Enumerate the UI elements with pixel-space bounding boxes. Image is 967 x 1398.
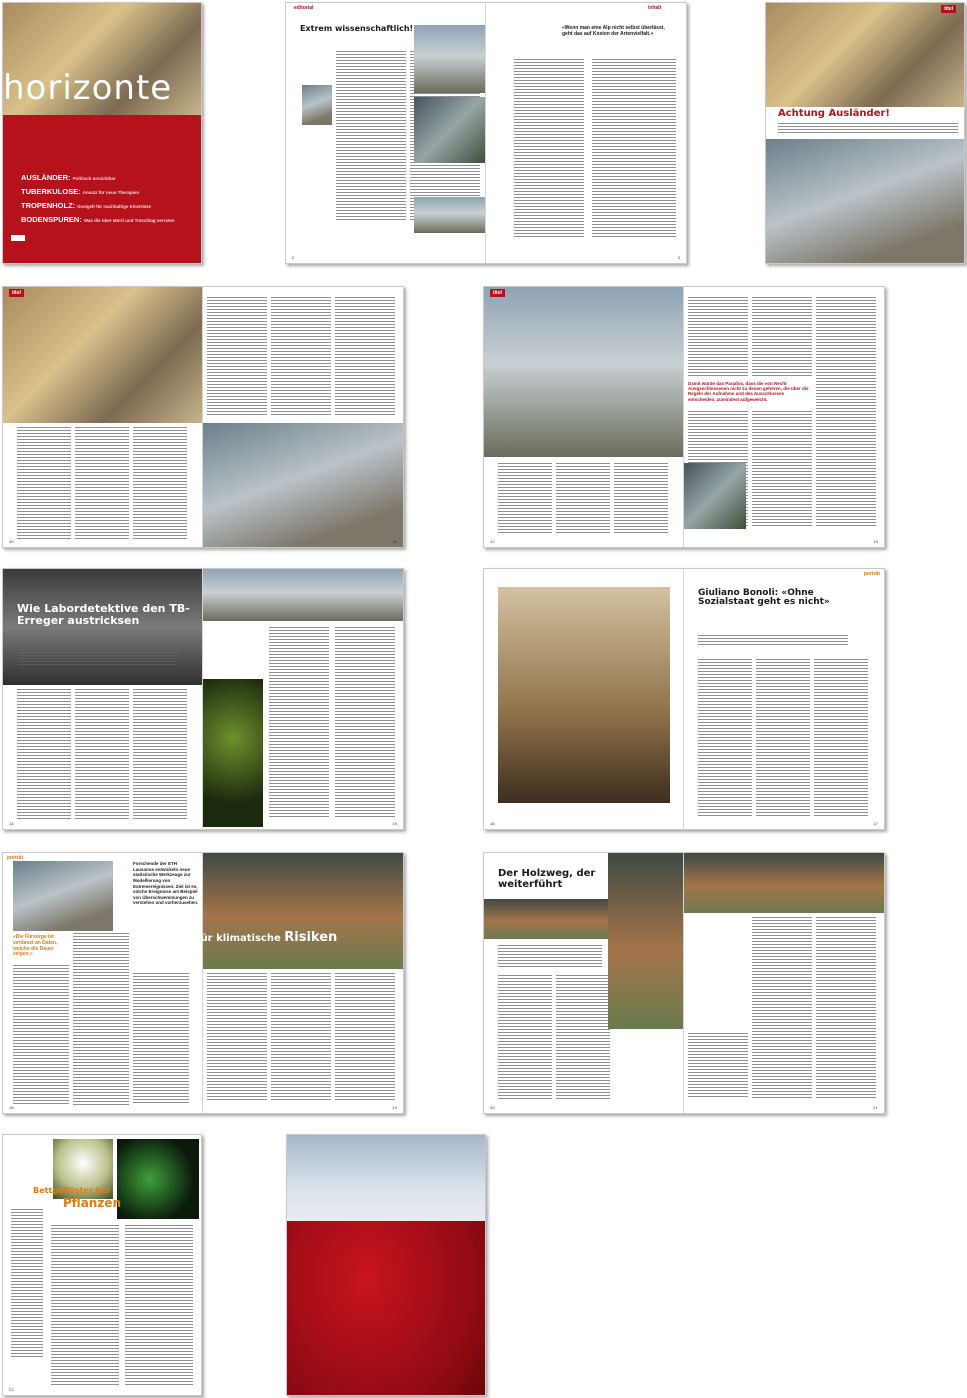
article-column-3: [133, 973, 189, 1105]
page-number: 2: [292, 255, 295, 260]
titel-page-right: [684, 287, 884, 547]
inhalt-quote: «Wenn man eine Alp nicht selbst überlässt, geht das auf Kosten der Artenvielfalt.»: [562, 25, 665, 38]
cover-background: [3, 3, 201, 263]
cover-line-3[interactable]: [21, 201, 151, 210]
cover-line-2[interactable]: [21, 187, 139, 196]
article-column-5: [335, 627, 395, 817]
page-number: 12: [490, 539, 495, 544]
klima-page-right: [203, 853, 403, 1113]
article-column-4: [816, 917, 876, 1099]
page-number: 14: [9, 821, 14, 826]
pull-quote: «Die Fürsorge ist verdanzt an Daten, welche die Dauer zeigen.»: [13, 934, 58, 958]
back-cover-page[interactable]: [286, 1134, 486, 1396]
article-column-4: [688, 297, 748, 377]
article-column-2: [125, 1225, 193, 1385]
titel-page-left: [484, 287, 684, 547]
holz-photo-small: [484, 899, 608, 939]
article-column-6: [816, 297, 876, 527]
holz-photo-flood: [608, 853, 684, 1029]
titel-photo-pool: [484, 287, 684, 457]
editorial-title: Extrem wissenschaftlich!: [300, 24, 414, 33]
article-column-1: [498, 975, 552, 1101]
cover-line-subtitle: Gesigelt für nachhaltige Einsträtze: [77, 204, 152, 209]
page-number: 3: [677, 255, 680, 260]
article-column-2: [75, 427, 129, 539]
back-cover-photo: [287, 1135, 485, 1221]
titel-photo-bottom: [766, 139, 964, 263]
article-column-5: [271, 973, 331, 1101]
page-number: 10: [9, 539, 14, 544]
pull-quote: Damit würde das Paradox, dass die von Recht Ausgeschlossenen nicht zu denen gehören, die über die Regeln der Aufnahme und des Ausschlusses entscheiden, zumindest aufgeweicht.: [688, 381, 809, 402]
inhalt-page: [486, 3, 686, 263]
article-column-8: [752, 411, 812, 527]
cover-line-title: TUBERKULOSE:: [21, 187, 81, 196]
editor-portrait: [302, 85, 332, 125]
editorial-text: [336, 51, 406, 221]
tb-lab-photo: [203, 569, 403, 621]
article-column-3: [614, 463, 668, 533]
article-column-1: [698, 659, 752, 817]
titel-opener-page[interactable]: [765, 2, 965, 264]
tb-headline: Wie Labordetektive den TB-Erreger austricksen: [17, 602, 190, 627]
klima-intro: Forschende der ETH Lausanne entwickeln neue statistische Werkzeuge zur Modellierung von Extremereignissen. Ziel ist es, solche Ereignisse am Beispiel von Überschwemmungen zu verstehen und vorherzusehen.: [133, 861, 199, 906]
page-number: 18: [9, 1105, 14, 1110]
page-number: 13: [873, 539, 878, 544]
article-column-5: [271, 297, 331, 417]
cover-line-title: TROPENHOLZ:: [21, 201, 76, 210]
editorial-page: [286, 3, 486, 263]
page-number: 21: [873, 1105, 878, 1110]
holz-lead: [498, 945, 602, 969]
page-number: 16: [490, 821, 495, 826]
editorial-spread[interactable]: [285, 2, 687, 264]
article-column-4: [269, 627, 329, 817]
titel-page-right: [203, 287, 403, 547]
cover-page[interactable]: [2, 2, 202, 264]
klima-headline-word: Risiken: [284, 930, 338, 945]
titel-photo-building: [203, 423, 403, 547]
article-column-2: [556, 463, 610, 533]
microscopy-image: [117, 1139, 199, 1219]
klima-page-left: [3, 853, 203, 1113]
titel-page-left: [3, 287, 203, 547]
article-column-3: [133, 427, 187, 539]
titel-opener: [766, 3, 964, 263]
cover-line-4[interactable]: [21, 215, 175, 224]
cover-line-title: AUSLÄNDER:: [21, 173, 71, 182]
article-column-1: [17, 689, 71, 819]
article-column-5: [752, 297, 812, 377]
portrait-page-left: [484, 569, 684, 829]
titel-photo-top: [766, 3, 964, 107]
klima-headline: [135, 931, 395, 945]
page-number: 19: [392, 1105, 397, 1110]
page-number: 22: [9, 1387, 14, 1392]
portrait-lead: [698, 635, 848, 647]
article-column-3: [133, 689, 187, 819]
tb-page-right: [203, 569, 403, 829]
bonoli-portrait: [498, 587, 670, 803]
pflanzen-headline-line-1: Bettgeflüster bei: [33, 1186, 110, 1195]
article-column-2: [556, 975, 610, 1101]
section-tag: titel: [9, 289, 24, 297]
klima-spread[interactable]: [2, 852, 404, 1114]
inhalt-list-right: [592, 59, 676, 239]
portrait-page-right: [684, 569, 884, 829]
klima-headline-word: Modelle: [135, 930, 193, 945]
cover-line-subtitle: Was die über Mord und Totschlag verraten: [83, 218, 175, 223]
article-column-2: [756, 659, 810, 817]
editorial-photo-3: [414, 197, 486, 233]
page-number: 20: [490, 1105, 495, 1110]
section-tag: titel: [941, 5, 956, 13]
cover-line-subtitle: Ansatz für neue Therapien: [82, 190, 140, 195]
masthead: horizonte: [3, 68, 173, 108]
tb-molecule-image: [203, 679, 263, 827]
article-column-6: [335, 973, 395, 1101]
editorial-photo-1: [414, 25, 486, 93]
section-tag: porträt: [7, 855, 24, 861]
section-tag: inhalt: [648, 5, 662, 11]
tb-spread[interactable]: [2, 568, 404, 830]
cover-line-title: BODENSPUREN:: [21, 215, 82, 224]
section-tag: editorial: [294, 5, 314, 11]
article-column-4: [207, 297, 267, 417]
titel-photo-cafe: [3, 287, 203, 423]
section-tag: titel: [490, 289, 505, 297]
tb-lead: [17, 649, 177, 667]
article-column-2: [75, 689, 129, 819]
titel-lead: [778, 123, 958, 135]
cover-line-1[interactable]: [21, 173, 116, 182]
article-column-6: [335, 297, 395, 417]
portrait-spread[interactable]: [483, 568, 885, 830]
holz-spread[interactable]: [483, 852, 885, 1114]
editorial-photo-2: [414, 97, 486, 163]
page-number: 15: [392, 821, 397, 826]
researcher-photo: [13, 861, 113, 931]
holz-headline: Der Holzweg, der weiterführt: [498, 868, 596, 890]
article-column-1: [13, 965, 69, 1105]
page-number: 11: [392, 539, 397, 544]
article-column-1: [17, 427, 71, 539]
article-column-4: [207, 973, 267, 1101]
publisher-logo: [11, 235, 25, 241]
inhalt-list-left: [514, 59, 584, 239]
titel-photo-parking: [684, 463, 746, 529]
page-number: 17: [873, 821, 878, 826]
holz-page-right: [684, 853, 884, 1113]
section-tag: porträt: [863, 571, 880, 577]
article-column-1: [51, 1225, 119, 1385]
article-column-1: [498, 463, 552, 533]
portrait-headline: Giuliano Bonoli: «Ohne Sozialstaat geht es nicht»: [698, 588, 830, 608]
pflanzen-lead: [11, 1209, 43, 1359]
holz-page-left: [484, 853, 684, 1113]
klima-headline-word: für klimatische: [192, 933, 285, 944]
article-column-3: [752, 917, 812, 1099]
titel-headline: Achtung Ausländer!: [778, 108, 890, 119]
article-column-2: [73, 933, 129, 1105]
pflanzen-headline-line-2: Pflanzen: [63, 1196, 121, 1210]
holz-photo-market: [684, 853, 884, 913]
article-column-3: [814, 659, 868, 817]
article-column-5: [688, 1033, 748, 1099]
titel-spread-1[interactable]: [2, 286, 404, 548]
titel-spread-2[interactable]: [483, 286, 885, 548]
pflanzen-content: [3, 1135, 201, 1395]
tb-xray-photo: [3, 569, 203, 685]
back-cover: [287, 1135, 485, 1395]
cover-line-subtitle: Politisch unsichtbar: [72, 176, 116, 181]
pflanzen-page[interactable]: [2, 1134, 202, 1396]
tb-page-left: [3, 569, 203, 829]
city-storm-photo: [203, 853, 403, 969]
